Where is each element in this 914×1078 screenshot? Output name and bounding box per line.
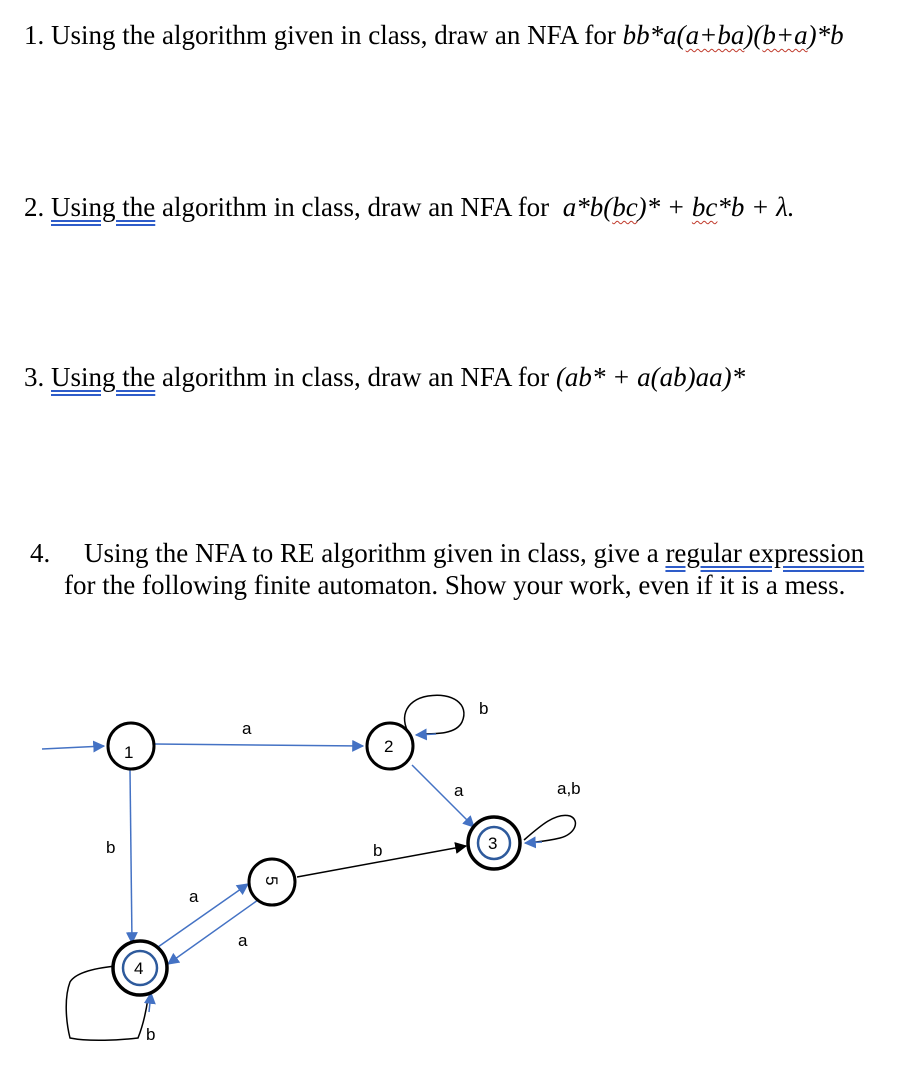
question-4-line-2 xyxy=(64,570,845,601)
label-4-to-5: a xyxy=(189,887,199,906)
label-1-to-2: a xyxy=(242,719,252,738)
question-3-expression: (ab* + a(ab)aa)* xyxy=(555,362,746,392)
transition-2-to-3 xyxy=(412,765,474,827)
label-1-to-4: b xyxy=(106,838,116,857)
state-1-label: 1 xyxy=(124,743,134,762)
label-2-loop: b xyxy=(479,699,489,718)
question-4-number: 4. xyxy=(30,538,51,568)
question-2-lead: Using the xyxy=(51,192,156,222)
transition-1-to-2 xyxy=(154,744,363,746)
question-1-number: 1. xyxy=(24,20,45,50)
state-2-label: 2 xyxy=(384,737,394,756)
transition-4-to-5 xyxy=(158,884,248,947)
loop-3-arrowhead xyxy=(525,842,542,843)
state-1 xyxy=(108,723,154,769)
question-2 xyxy=(24,192,795,223)
state-3-accepting xyxy=(468,817,520,869)
loop-2 xyxy=(405,695,464,738)
label-2-to-3: a xyxy=(454,781,464,800)
question-4-text-2: for the following finite automaton. Show your work, even if it is a mess. xyxy=(64,570,846,600)
label-5-to-3: b xyxy=(373,841,383,860)
question-4-text: Using the NFA to RE algorithm given in class, give a xyxy=(84,538,659,568)
question-2-expression: a*b(bc)* + bc*b + λ. xyxy=(562,192,795,222)
question-3 xyxy=(24,362,745,393)
question-4-line-1 xyxy=(30,538,864,569)
question-3-lead: Using the xyxy=(51,362,156,392)
state-4-label: 4 xyxy=(134,959,144,978)
question-2-text: algorithm in class, draw an NFA for xyxy=(162,192,550,222)
state-2 xyxy=(367,723,413,769)
question-4-link-text: regular expression xyxy=(665,538,865,568)
transition-1-to-4 xyxy=(130,770,132,943)
label-5-to-4: a xyxy=(238,931,248,950)
question-3-text: algorithm in class, draw an NFA for xyxy=(162,362,550,392)
state-5 xyxy=(249,859,295,905)
loop-4-arrowhead xyxy=(149,993,151,1012)
state-4-accepting xyxy=(113,941,167,995)
finite-automaton-diagram xyxy=(0,650,914,1078)
start-arrow xyxy=(42,746,104,749)
state-3-label: 3 xyxy=(488,834,498,853)
question-3-number: 3. xyxy=(24,362,45,392)
loop-2-arrowhead xyxy=(416,734,436,735)
state-5-label: 5 xyxy=(262,876,281,886)
label-3-loop: a,b xyxy=(557,779,581,798)
question-1-text: Using the algorithm given in class, draw an NFA for xyxy=(51,20,616,50)
question-1-expression: bb*a(a+ba)(b+a)*b xyxy=(622,20,844,50)
label-4-loop: b xyxy=(146,1025,156,1044)
question-2-number: 2. xyxy=(24,192,45,222)
loop-3 xyxy=(524,815,575,843)
question-1 xyxy=(24,20,844,51)
